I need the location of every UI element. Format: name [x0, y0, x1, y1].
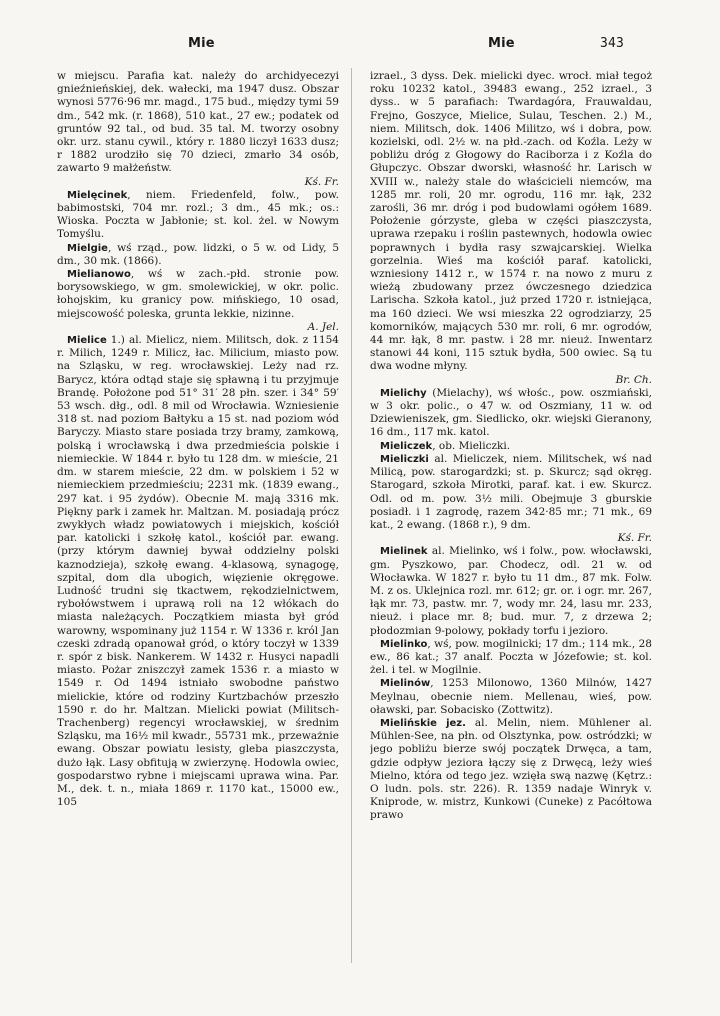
entry-text: 1.) al. Mielicz, niem. Militsch, dok. z 1154 r. Milich, 1249 r. Milicz, łac. Milicium, miasto pow. na Szląsku, w reg. wrocławskiej. Leży nad rz. Barycz, która odtąd staje się spławną i tu przyjmuje Brandę. Położone pod 51° 31′ 28 płn. szer. i 34° 59′ 53 wsch. dłg., odl. 8 mil od Wrocławia. Wzniesienie 318 st. nad poziom Bałtyku a 15 st. nad poziom wód Baryczy. Miasto stare posiada trzy bramy, zamkową, polską i wrocławską i dwa przedmieścia polskie i niemieckie. W 1844 r. było tu 128 dm. w mieście, 21 dm. w starem mieście, 22 dm. w polskiem i 52 w niemieckiem przedmieściu; 2231 mk. (1839 ewang., 297 kat. i 95 żydów). Obecnie M. mają 3316 mk. Piękny park i zamek hr. Maltzan. M. posiadają prócz zwykłych władz powiatowych i miejskich, kościół par. katolicki i szkołę katol., kościół par. ewang. (przy którym dawniej bywał oddzielny polski kaznodzieja), szkołę ewang. 4-klasową, synagogę, szpital, dom dla ubogich, więzienie okręgowe. Ludność trudni się tkactwem, rękodzielnictwem, rybołówstwem i uprawą roli na 12 włókach do miasta należących. Początkiem miasta był gród warowny, wspominany już 1154 r. W 1336 r. król Jan czeski zdradą opanował gród, o który toczył w 1339 r. spór z bisk. Nankerem. W 1432 r. Husyci napadli miasto. Pożar zniszczył zamek 1536 r. a miasto w 1549 r. Od 1494 istniało swobodne państwo mielickie, które od rodziny Kurtzbachów przeszło 1590 r. do hr. Maltzan. Mielicki powiat (Militsch-Trachenberg) regencyi wrocławskiej, w średnim Szląsku, ma 16½ mil kwadr., 55731 mk., przeważnie ewang. Obszar powiatu lesisty, gleba piaszczysta, dużo łąk. Lasy obfitują w zwierzynę. Hodowla owiec, gospodarstwo rybne i miejscami uprawa wina. Par. M., dek. t. n., miała 1869 r. 1170 kat., 15000 ew., 105 [57, 334, 339, 809]
entry-text: izrael., 3 dyss. Dek. mielicki dyec. wrocł. miał tegoż roku 10232 katol., 39483 ewang., 252 izrael., 3 dyss.. w 5 parafiach: Twardagóra, Frauwaldau, Frejno, Goszyce, Mielice, Sulau, Teschen. 2.) M., niem. Militsch, dok. 1406 Militzo, wś i dobra, pow. kozielski, odl. 2½ w. na płd.-zach. od Koźla. Leży w pobliżu dróg z Głogowy do Raciborza i z Koźla do Głupczyc. Obszar dworski, własność hr. Larisch w XVIII w., należy stale do właścicieli niemców, ma 1285 mr. roli, 20 mr. ogrodu, 116 mr. łąk, 232 zarośli, 36 mr. dróg i pod budowlami ogółem 1689. Położenie górzyste, gleba w części piaszczysta, uprawa rzepaku i roślin pastewnych, hodowla owiec poprawnych i bydła rasy szwajcarskiej. Wielka gorzelnia. Wieś ma kościół paraf. katolicki, wzniesiony 1412 r., w 1574 r. na nowo z muru z wieżą zbudowany przez ówczesnego dziedzica Larischa. Szkoła katol., już przed 1720 r. istniejąca, ma 160 dzieci. We wsi mieszka 22 ogrodziarzy, 25 komorników, mających 530 mr. roli, 6 mr. ogrodów, 44 mr. łąk, 8 mr. pastw. i 28 mr. nieuż. Inwentarz stanowi 44 koni, 115 sztuk bydła, 500 owiec. Są tu dwa wodne młyny. [370, 70, 652, 373]
dictionary-entry [57, 242, 339, 268]
dictionary-entry [370, 440, 652, 453]
dictionary-entry [370, 545, 652, 637]
dictionary-entry [370, 453, 652, 545]
entry-headword: Mielęcinek [67, 189, 128, 201]
entry-text: al. Mieliczek, niem. Militschek, wś nad Milicą, pow. starogardzki; st. p. Skurcz; sąd okręg. Starogard, szkoła Mirotki, paraf. kat. i ew. Skurcz. Odl. od m. pow. 3½ mili. Obejmuje 3 gburskie posiadł. i 1 zagrodę, razem 342·85 mr.; 71 mk., 69 kat., 2 ewang. (1868 r.), 9 dm. [370, 452, 652, 531]
entry-headword: Mieliczki [380, 453, 429, 465]
running-head-left: Mie [188, 36, 215, 51]
dictionary-entry [57, 268, 339, 334]
entry-text: , wś rząd., pow. lidzki, o 5 w. od Lidy, 5 dm., 30 mk. (1866). [57, 241, 339, 267]
entry-text: , 1253 Milonowo, 1360 Milnów, 1427 Meylnau, obecnie niem. Mellenau, wieś, pow. oławski, par. Sobacisko (Zottwitz). [370, 677, 652, 716]
running-head-right: Mie [488, 36, 515, 51]
entry-text: al. Melin, niem. Mühlener al. Mühlen-See, na płn. od Olsztynka, pow. ostródzki; w jego pobliżu bierze swój początek Drwęca, a tam, gdzie odpływ jeziora łączy się z Drwęcą, leży wieś Mielno, która od tego jez. wzięła swą nazwę (Kętrz.: O ludn. pols. str. 226). R. 1359 nadaje Winryk v. Kniprode, w. mistrz, Kunkowi (Cuneke) z Pacółtowa prawo [370, 716, 652, 822]
entry-headword: Mielinów [380, 678, 431, 690]
entry-headword: Mielichy [380, 387, 427, 399]
entry-signature: A. Jel. [307, 320, 339, 333]
entry-signature: Kś. Fr. [304, 175, 339, 188]
entry-text: (Mielachy), wś włośc., pow. oszmiański, w 3 okr. polic., o 47 w. od Oszmiany, 11 w. od Dziewieniszek, gm. Siedlicko, okr. wiejski Gieranony, 16 dm., 117 mk. katol. [370, 386, 652, 439]
dictionary-entry [370, 638, 652, 678]
dictionary-entry [370, 387, 652, 440]
entry-headword: Mieliczek [380, 440, 433, 452]
left-column [57, 70, 339, 970]
entry-signature: Br. Ch. [615, 373, 652, 386]
entry-headword: Mielińskie jez. [380, 717, 466, 729]
dictionary-entry [57, 189, 339, 242]
entry-text: , niem. Friedenfeld, folw., pow. babimostski, 704 mr. rozl.; 3 dm., 45 mk.; os.: Wioska. Poczta w Jabłonie; st. kol. żel. w Nowym Tomyślu. [57, 188, 339, 241]
entry-headword: Mielice [67, 335, 107, 347]
column-divider [351, 68, 352, 963]
entry-headword: Mielinek [380, 546, 428, 558]
dictionary-entry [57, 70, 339, 189]
entry-headword: Mielgie [67, 242, 108, 254]
entry-text: , ob. Mieliczki. [432, 439, 511, 452]
dictionary-entry [370, 717, 652, 823]
entry-headword: Mielianowo [67, 269, 131, 281]
entry-text: al. Mielinko, wś i folw., pow. włocławski, gm. Pyszkowo, par. Chodecz, odl. 21 w. od Włocławka. W 1827 r. było tu 11 dm., 87 mk. Folw. M. z os. Uklejnica rozl. mr. 612; gr. or. i ogr. mr. 267, łąk mr. 73, pastw. mr. 7, wody mr. 24, lasu mr. 233, nieuż. i place mr. 8; bud. mur. 7, z drzewa 2; płodozmian 9-polowy, pokłady torfu i jezioro. [370, 545, 652, 637]
entry-signature: Kś. Fr. [617, 532, 652, 545]
page-header [0, 0, 720, 60]
entry-text: w miejscu. Parafia kat. należy do archidyecezyi gnieźnieńskiej, dek. wałecki, ma 1947 dusz. Obszar wynosi 5776·96 mr. magd., 175 bud., między tymi 59 dm., 542 mk. (r. 1868), 510 kat., 27 ew.; podatek od gruntów 92 tal., od bud. 35 tal. M. tworzy osobny okr. urz. stanu cywil., który r. 1880 liczył 1633 dusz; r 1882 urodziło się 70 dzieci, zmarło 34 osób, zawarto 9 małżeństw. [57, 70, 339, 175]
entry-headword: Mielinko [380, 638, 428, 650]
page-number: 343 [600, 36, 625, 51]
right-column [370, 70, 652, 970]
dictionary-entry [57, 334, 339, 809]
entry-text: , wś w zach.-płd. stronie pow. borysowskiego, w gm. smolewickiej, w okr. polic. łohojskim, ku granicy pow. mińskiego, 10 osad, miejscowość poleska, grunta lekkie, nizinne. [57, 268, 339, 320]
dictionary-entry [370, 70, 652, 387]
dictionary-entry [370, 677, 652, 717]
entry-text: , wś, pow. mogilnicki; 17 dm.; 114 mk., 28 ew., 86 kat.; 37 analf. Poczta w Józefowie; st. kol. żel. i tel. w Mogilnie. [370, 637, 652, 677]
